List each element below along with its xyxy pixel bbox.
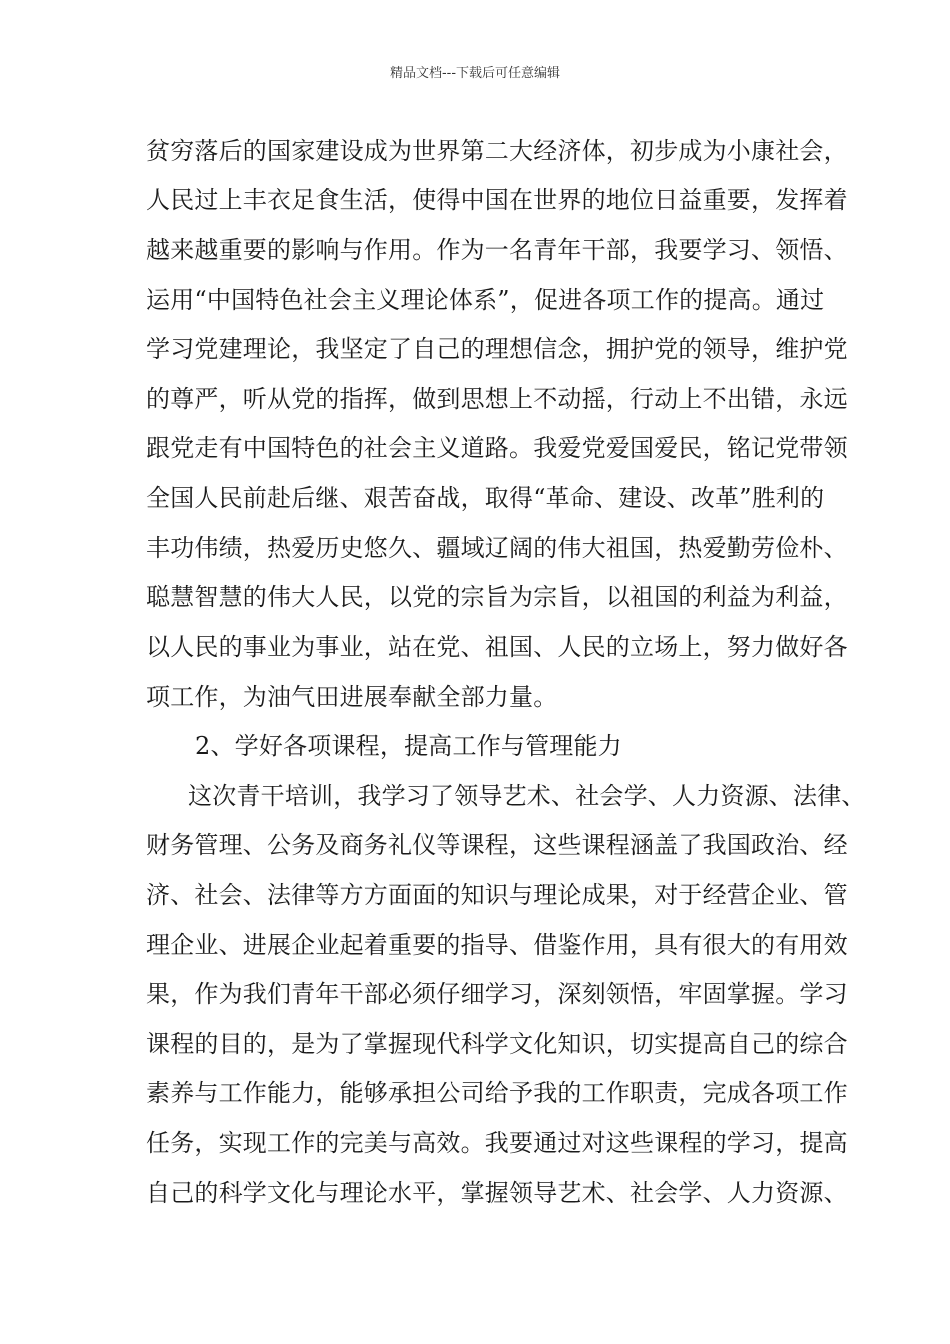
text-line: 自己的科学文化与理论水平，掌握领导艺术、社会学、人力资源、	[146, 1179, 848, 1207]
text-line: 这次青干培训，我学习了领导艺术、社会学、人力资源、法律、	[188, 782, 866, 810]
text-line: 聪慧智慧的伟大人民，以党的宗旨为宗旨，以祖国的利益为利益，	[146, 583, 848, 611]
text-line: 全国人民前赴后继、艰苦奋战，取得“革命、建设、改革”胜利的	[146, 484, 825, 512]
text-line: 果，作为我们青年干部必须仔细学习，深刻领悟，牢固掌握。学习	[146, 980, 848, 1008]
text-line: 任务，实现工作的完美与高效。我要通过对这些课程的学习，提高	[146, 1129, 848, 1157]
text-line: 济、社会、法律等方方面面的知识与理论成果，对于经营企业、管	[146, 881, 848, 909]
text-line: 人民过上丰衣足食生活，使得中国在世界的地位日益重要，发挥着	[146, 186, 848, 214]
text-line: 学习党建理论，我坚定了自己的理想信念，拥护党的领导，维护党	[146, 335, 848, 363]
text-line: 的尊严，听从党的指挥，做到思想上不动摇，行动上不出错，永远	[146, 385, 848, 413]
text-line: 越来越重要的影响与作用。作为一名青年干部，我要学习、领悟、	[146, 236, 848, 264]
text-line: 理企业、进展企业起着重要的指导、借鉴作用，具有很大的有用效	[146, 931, 848, 959]
text-line: 课程的目的，是为了掌握现代科学文化知识，切实提高自己的综合	[146, 1030, 848, 1058]
text-line: 以人民的事业为事业，站在党、祖国、人民的立场上，努力做好各	[146, 633, 848, 661]
text-line: 跟党走有中国特色的社会主义道路。我爱党爱国爱民，铭记党带领	[146, 434, 848, 462]
text-line: 项工作，为油气田进展奉献全部力量。	[146, 683, 558, 711]
section-heading: 2、学好各项课程，提高工作与管理能力	[195, 732, 622, 760]
text-line: 运用“中国特色社会主义理论体系”，促进各项工作的提高。通过	[146, 286, 825, 314]
text-line: 贫穷落后的国家建设成为世界第二大经济体，初步成为小康社会，	[146, 137, 848, 165]
text-line: 素养与工作能力，能够承担公司给予我的工作职责，完成各项工作	[146, 1079, 848, 1107]
text-line: 丰功伟绩，热爱历史悠久、疆域辽阔的伟大祖国，热爱勤劳俭朴、	[146, 534, 848, 562]
page-header: 精品文档---下载后可任意编辑	[389, 66, 561, 81]
text-line: 财务管理、公务及商务礼仪等课程，这些课程涵盖了我国政治、经	[146, 831, 848, 859]
